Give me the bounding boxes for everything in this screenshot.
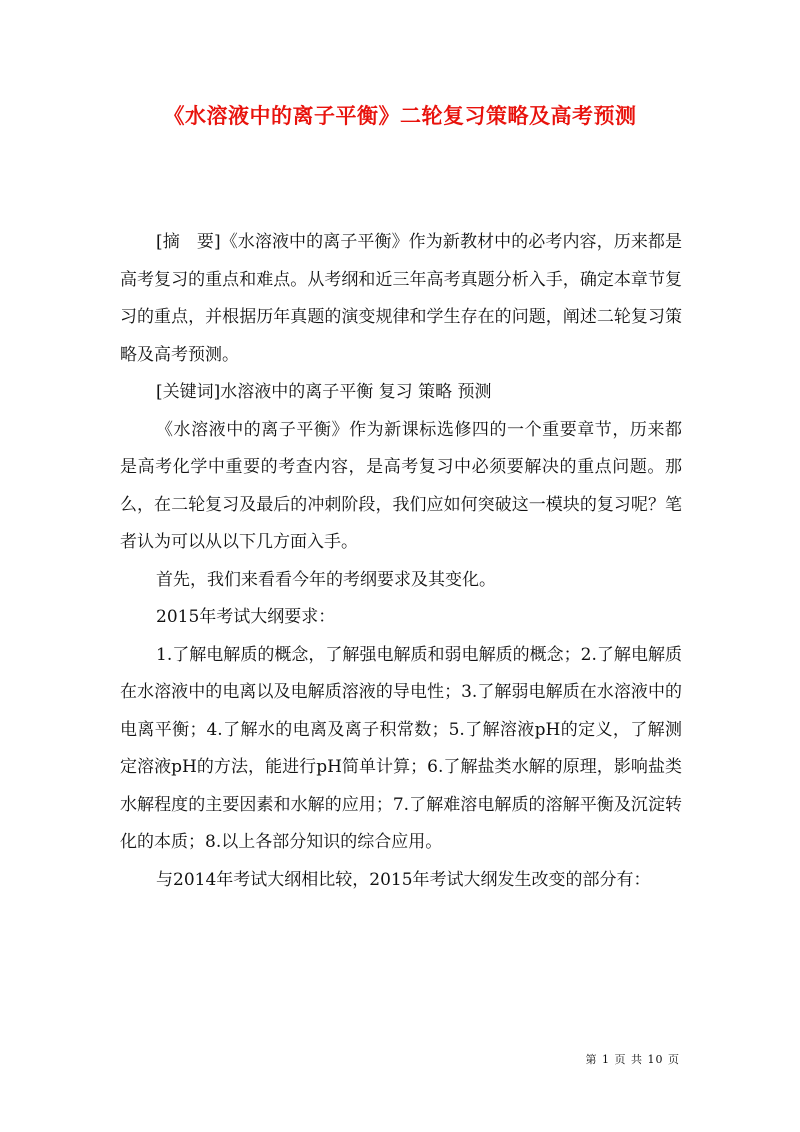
document-title: 《水溶液中的离子平衡》二轮复习策略及高考预测 xyxy=(163,103,637,128)
syllabus-heading: 2015年考试大纲要求： xyxy=(156,607,336,627)
document-body xyxy=(120,224,682,899)
keywords-paragraph: [关键词]水溶液中的离子平衡 复习 策略 预测 xyxy=(156,382,492,402)
comparison-paragraph: 与2014年考试大纲相比较，2015年考试大纲发生改变的部分有： xyxy=(156,869,651,890)
page-number: 第 1 页 共 10 页 xyxy=(585,1053,680,1066)
abstract-paragraph: [摘 要]《水溶液中的离子平衡》作为新教材中的必考内容，历来都是高考复习的重点和难点。从考纲和近三年高考真题分析入手，确定本章节复习的重点，并根据历年真题的演变规律和学生存在的问题，阐述二轮复习策略及高考预测。 xyxy=(120,232,682,365)
syllabus-list-paragraph: 1.了解电解质的概念，了解强电解质和弱电解质的概念；2.了解电解质在水溶液中的电离以及电解质溶液的导电性；3.了解弱电解质在水溶液中的电离平衡；4.了解水的电离及离子积常数；5.了解溶液pH的定义，了解测定溶液pH的方法，能进行pH简单计算；6.了解盐类水解的原理，影响盐类水解程度的主要因素和水解的应用；7.了解难溶电解质的溶解平衡及沉淀转化的本质；8.以上各部分知识的综合应用。 xyxy=(120,644,682,852)
intro-paragraph: 《水溶液中的离子平衡》作为新课标选修四的一个重要章节，历来都是高考化学中重要的考查内容，是高考复习中必须要解决的重点问题。那么，在二轮复习及最后的冲刺阶段，我们应如何突破这一模块的复习呢？笔者认为可以从以下几方面入手。 xyxy=(120,419,682,552)
transition-paragraph: 首先，我们来看看今年的考纲要求及其变化。 xyxy=(156,569,496,590)
